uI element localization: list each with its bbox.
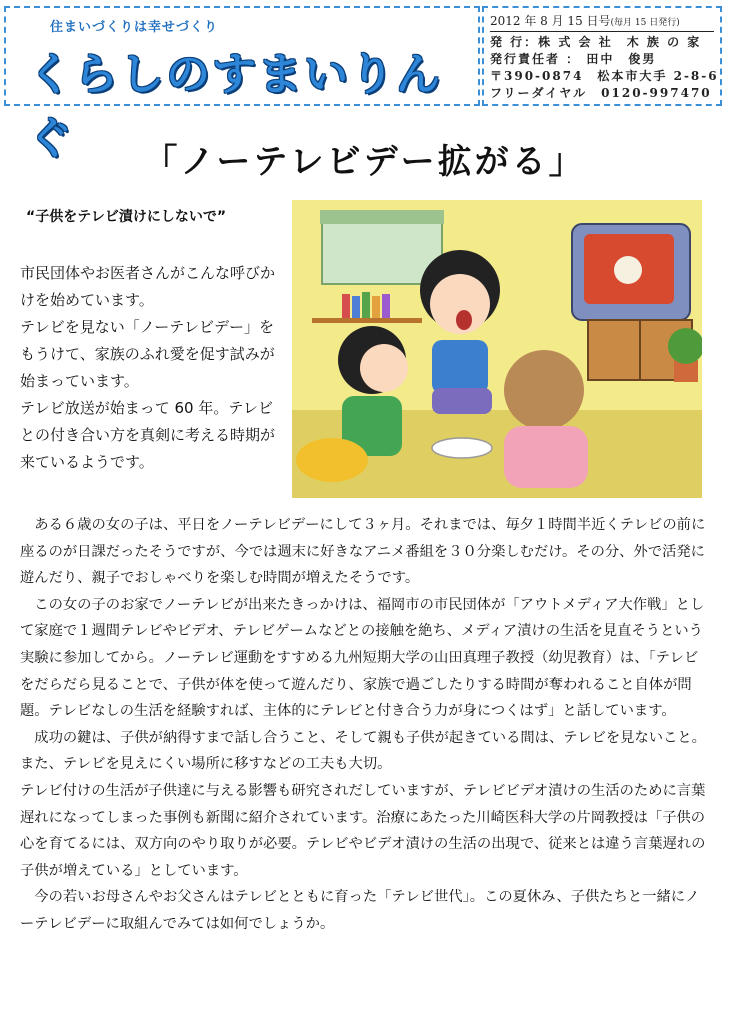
brand-box xyxy=(4,6,480,164)
article-body xyxy=(20,512,710,938)
intro-line: テレビ放送が始まって 60 年。テレビとの付き合い方を真剣に考える時期が来ているようです。 xyxy=(20,399,276,471)
publisher: 発 行：株 式 会 社 木 族 の 家 xyxy=(490,35,702,49)
issue-date-line xyxy=(490,12,714,32)
body-paragraph: この女の子のお家でノーテレビが出来たきっかけは、福岡市の市民団体が「アウトメディア大作戦」として家庭で１週間テレビやビデオ、テレビゲームなどとの接触を絶ち、メディア漬けの生活を見直そうという実験に参加してから。ノーテレビ運動をすすめる九州短期大学の山田真理子教授（幼児教育）は、「テレビをだらだら見ることで、子供が体を使って遊んだり、家族で過ごしたりする時間が奪われること自体が問題。テレビなしの生活を経験すれば、主体的にテレビと付き合う力が身につくはず」と話しています。 xyxy=(20,596,705,720)
body-paragraph: 今の若いお母さんやお父さんはテレビとともに育った「テレビ世代」。この夏休み、子供たちと一緒にノーテレビデーに取組んでみては如何でしょうか。 xyxy=(20,889,700,932)
intro-text xyxy=(20,260,282,476)
intro-line: テレビを見ない「ノーテレビデー」をもうけて、家族のふれ愛を促す試みが始まっています。 xyxy=(20,318,275,390)
issue-date: 2012 年 8 月 15 日号 xyxy=(490,14,611,28)
newsletter-logo: くらしのすまいりんぐ xyxy=(28,49,442,164)
family-tv-illustration xyxy=(292,200,702,498)
editor: 発行責任者 ： 田中 俊男 xyxy=(490,52,657,66)
article-title: 「ノーテレビデー拡がる」 xyxy=(143,142,586,182)
tagline: 住まいづくりは幸せづくり xyxy=(50,20,219,35)
intro-line: 市民団体やお医者さんがこんな呼びかけを始めています。 xyxy=(20,264,276,309)
address: 〒390-0874 松本市大手 2-8-6 xyxy=(490,69,719,83)
body-paragraph: テレビ付けの生活が子供達に与える影響も研究されだしていますが、テレビビデオ漬けの生活のために言葉遅れになってしまった事例も新聞に紹介されています。治療にあたった川崎医科大学の片岡教授は「子供の心を育てるには、双方向のやり取りが必要。テレビやビデオ漬けの生活の出現で、従来とは違う言葉遅れの子供が増えている」としています。 xyxy=(20,782,706,879)
body-paragraph: ある６歳の女の子は、平日をノーテレビデーにして３ヶ月。それまでは、毎夕１時間半近くテレビの前に座るのが日課だったそうですが、今では週末に好きなアニメ番組を３０分楽しむだけ。その分、外で活発に遊んだり、親子でおしゃべりを楽しむ時間が増えたそうです。 xyxy=(20,517,706,587)
publication-info xyxy=(482,6,722,106)
illustration-svg xyxy=(292,200,702,498)
article-quote: “子供をテレビ漬けにしないで” xyxy=(26,209,227,225)
issue-note: (毎月 15 日発行) xyxy=(610,18,680,28)
freedial: フリーダイヤル 0120-997470 xyxy=(490,86,712,100)
body-paragraph: 成功の鍵は、子供が納得すまで話し合うこと、そして親も子供が起きている間は、テレビを見ないこと。また、テレビを見えにくい場所に移すなどの工夫も大切。 xyxy=(20,729,706,773)
